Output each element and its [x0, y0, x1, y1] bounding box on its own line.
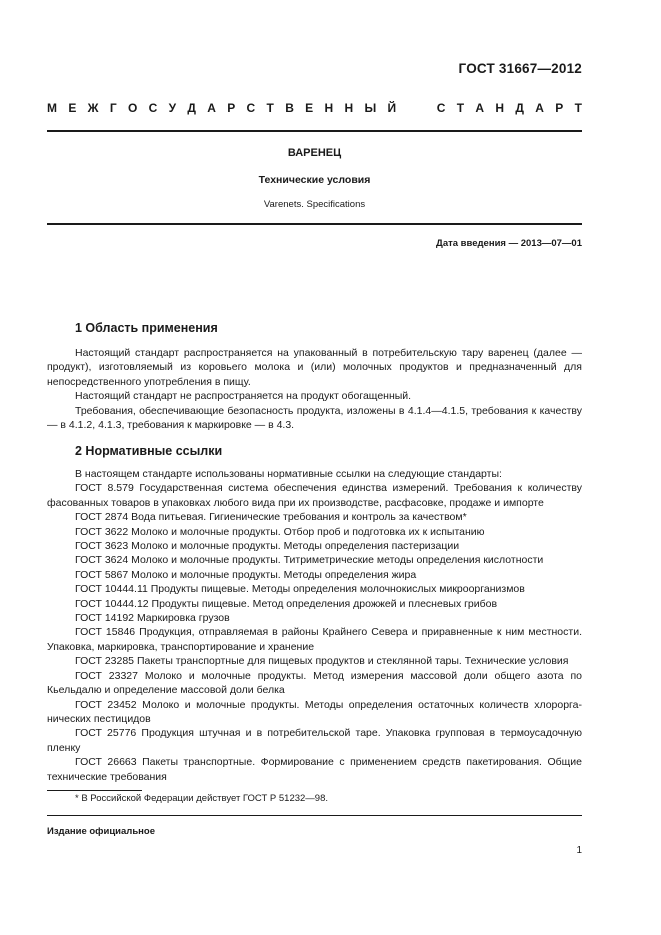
paragraph: Требования, обеспечивающие безопасность продукта, изложены в 4.1.4—4.1.5, требования к качеству — в 4.1.2, 4.1.3, требования к маркировке — в 4.3.: [47, 404, 582, 432]
header-letter: С: [148, 101, 158, 115]
reference-item: ГОСТ 14192 Маркировка грузов: [75, 612, 230, 625]
official-edition-label: Издание официальное: [47, 826, 155, 837]
header-letter: Т: [574, 101, 582, 115]
header-letter: Р: [227, 101, 236, 115]
document-subtitle: Технические условия: [258, 174, 371, 186]
reference-item: ГОСТ 23285 Пакеты транспортные для пищевых продуктов и стеклянной тары. Технические условия: [75, 655, 569, 668]
paragraph: Настоящий стандарт распространяется на упакованный в потребительскую тару варенец (далее — продукт), изготовляемый из коровьего молока и (или) молочных продуктов и предназначенный для непосредственного употребления в пищу.: [47, 347, 582, 388]
header-letter: Й: [387, 101, 397, 115]
header-letter: Н: [495, 101, 505, 115]
section-1-heading: 1 Область применения: [75, 321, 218, 335]
reference-item: ГОСТ 23452 Молоко и молочные продукты. Методы определения остаточных количеств хлорорганических пестицидов: [47, 698, 582, 725]
page-number: 1: [576, 845, 582, 856]
footnote: * В Российской Федерации действует ГОСТ Р 51232—98.: [75, 793, 329, 804]
reference-item: ГОСТ 25776 Продукция штучная и в потребительской таре. Упаковка групповая в термоусадочную пленку: [47, 727, 582, 754]
reference-item: ГОСТ 3624 Молоко и молочные продукты. Титриметрические методы определения кислотности: [75, 554, 544, 567]
header-letter: Д: [187, 101, 196, 115]
header-letter: А: [207, 101, 216, 115]
header-letter: С: [246, 101, 256, 115]
header-letter: Е: [305, 101, 314, 115]
reference-item: ГОСТ 26663 Пакеты транспортные. Формирование с применением средств пакетирования. Общие технические требования: [47, 756, 582, 783]
gost-number: ГОСТ 31667—2012: [458, 61, 582, 76]
header-letter: Г: [109, 101, 117, 115]
header-letter: Ы: [364, 101, 377, 115]
document-title-english: Varenets. Specifications: [263, 199, 366, 210]
header-rule: [47, 130, 582, 132]
header-letter: Т: [456, 101, 465, 115]
document-title: ВАРЕНЕЦ: [287, 147, 342, 159]
reference-item: ГОСТ 10444.11 Продукты пищевые. Методы определения молочнокислых микроорганизмов: [75, 583, 525, 596]
header-letter: [407, 101, 410, 115]
reference-item: ГОСТ 5867 Молоко и молочные продукты. Методы определения жира: [75, 568, 417, 581]
header-letter: М: [47, 101, 57, 115]
header-letter: Д: [515, 101, 524, 115]
title-rule: [47, 223, 582, 225]
header-letter: В: [285, 101, 294, 115]
footnote-rule: [47, 790, 142, 791]
reference-item: ГОСТ 2874 Вода питьевая. Гигиенические требования и контроль за качеством*: [75, 511, 467, 524]
reference-item: ГОСТ 23327 Молоко и молочные продукты. Метод измерения массовой доли общего азота по Кьельдалю и определение массовой доли белка: [47, 669, 582, 697]
footer-rule: [47, 815, 582, 816]
header-letter: Р: [555, 101, 564, 115]
reference-item: ГОСТ 8.579 Государственная система обеспечения единства измерений. Требования к количеству фасованных товаров в упаковках любого вида при их производстве, расфасовке, продаже и импорте: [47, 482, 582, 509]
header-letter: О: [127, 101, 138, 115]
header-letter: Ж: [87, 101, 99, 115]
section-2-body: [47, 467, 582, 784]
section-2-heading: 2 Нормативные ссылки: [75, 444, 223, 458]
header-letter: Н: [324, 101, 334, 115]
header-letter: А: [535, 101, 544, 115]
header-letter: С: [436, 101, 446, 115]
reference-item: ГОСТ 3623 Молоко и молочные продукты. Методы определения пастеризации: [75, 540, 460, 553]
paragraph: В настоящем стандарте использованы нормативные ссылки на следующие стандарты:: [75, 468, 502, 480]
introduction-date: Дата введения — 2013—07—01: [436, 238, 582, 249]
standard-type-header: [47, 101, 582, 115]
header-letter: У: [168, 101, 177, 115]
header-letter: Т: [266, 101, 274, 115]
header-letter: [422, 101, 425, 115]
paragraph: Настоящий стандарт не распространяется на продукт обогащенный.: [75, 390, 412, 403]
header-letter: Н: [344, 101, 354, 115]
header-letter: Е: [68, 101, 77, 115]
reference-item: ГОСТ 3622 Молоко и молочные продукты. Отбор проб и подготовка их к испытанию: [75, 525, 485, 538]
reference-item: ГОСТ 10444.12 Продукты пищевые. Метод определения дрожжей и плесневых грибов: [75, 597, 498, 610]
header-letter: А: [475, 101, 485, 115]
section-1-body: [47, 346, 582, 432]
reference-item: ГОСТ 15846 Продукция, отправляемая в районы Крайнего Севера и приравненные к ним местности. Упаковка, маркировка, транспортирование и хранение: [47, 626, 582, 653]
